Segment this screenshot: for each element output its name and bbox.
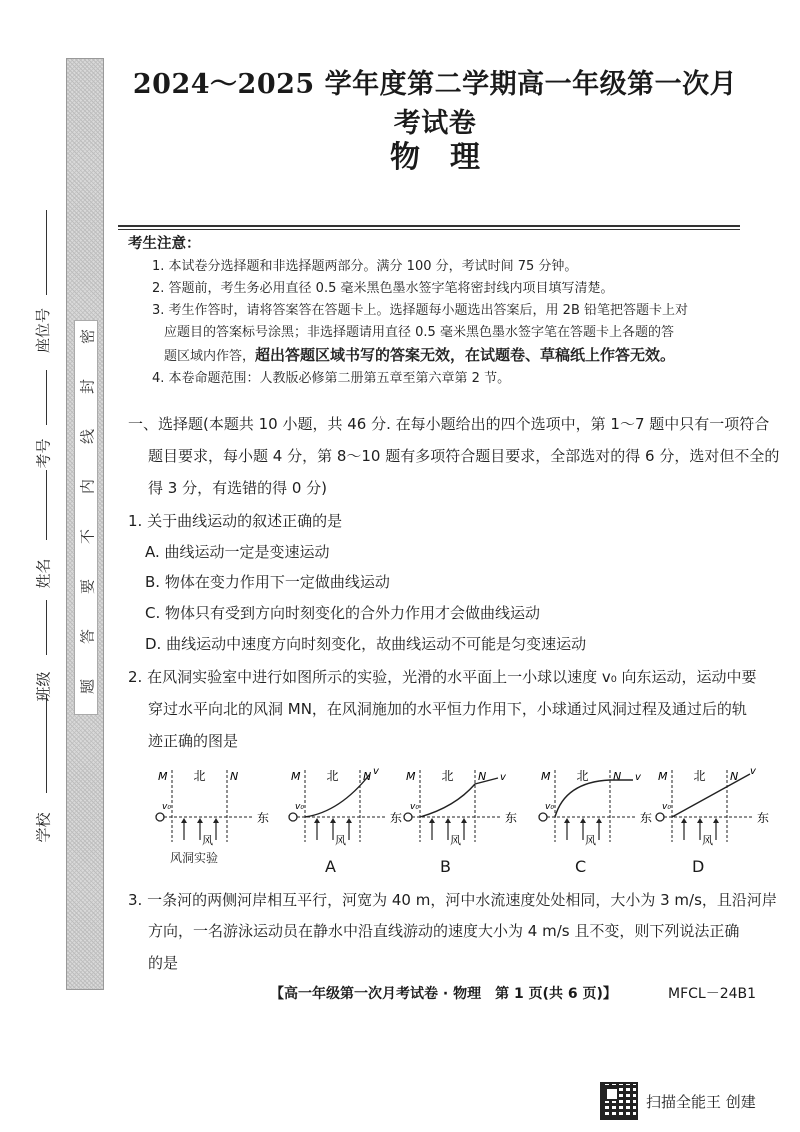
seal-char: 题	[78, 679, 97, 695]
class-label: 班级	[34, 671, 53, 702]
svg-text:v: v	[373, 766, 379, 777]
figure-panel-C	[535, 762, 660, 862]
qr-code-icon	[600, 1082, 638, 1120]
notice-heading: 考生注意：	[128, 236, 201, 252]
question-1-option: C. 物体只有受到方向时刻变化的合外力作用才会做曲线运动	[145, 604, 541, 622]
exam-number-label: 考号	[34, 438, 53, 469]
figure-caption: 风洞实验	[170, 851, 219, 865]
svg-text:v: v	[500, 772, 506, 783]
notice-item: 4. 本卷命题范围：人教版必修第二册第五章至第六章第 2 节。	[152, 371, 511, 386]
seal-char: 答	[78, 629, 97, 645]
figure-caption: A	[325, 857, 336, 876]
label-north: 北	[693, 769, 706, 783]
school-label: 学校	[34, 812, 53, 843]
figure-caption: C	[575, 857, 587, 876]
seal-column	[74, 320, 98, 715]
notice-item	[164, 344, 675, 368]
scanner-watermark	[600, 1082, 756, 1120]
page-footer: 【高一年级第一次月考试卷 · 物理 第 1 页(共 6 页)】	[270, 986, 617, 1002]
question-3-stem: 3. 一条河的两侧河岸相互平行，河宽为 40 m，河中水流速度处处相同，大小为 3 m/s，且沿河岸	[128, 891, 777, 909]
notice-item: 应题目的答案标号涂黑；非选择题请用直径 0.5 毫米黑色墨水签字笔在答题卡上各题的答	[164, 325, 674, 340]
question-1-option: D. 曲线运动中速度方向时刻变化，故曲线运动不可能是匀变速运动	[145, 635, 587, 653]
label-M: M	[158, 770, 168, 783]
exam-number-line	[46, 370, 47, 425]
figure-caption: D	[692, 857, 705, 876]
question-3-stem: 方向，一名游泳运动员在静水中沿直线游动的速度大小为 4 m/s 且不变，则下列说法正确	[148, 922, 740, 940]
label-east: 东	[640, 811, 653, 825]
watermark-text: 扫描全能王 创建	[646, 1092, 756, 1111]
label-M: M	[658, 770, 668, 783]
question-3-stem: 的是	[148, 954, 179, 972]
label-M: M	[291, 770, 301, 783]
name-line	[46, 470, 47, 540]
question-1-option: B. 物体在变力作用下一定做曲线运动	[145, 573, 390, 591]
seal-char: 线	[78, 429, 97, 445]
label-wind: 风	[335, 834, 346, 847]
figure-panel-A	[285, 762, 410, 862]
exam-title: 2024～2025 学年度第二学期高一年级第一次月考试卷	[132, 69, 738, 139]
label-v0: v₀	[295, 802, 304, 812]
seal-char: 密	[78, 329, 97, 345]
seat-number-label: 座位号	[34, 307, 53, 354]
seal-char: 不	[78, 529, 97, 545]
ball	[289, 813, 297, 821]
label-N: N	[478, 770, 487, 783]
seat-number-line	[46, 210, 47, 295]
ball	[404, 813, 412, 821]
label-east: 东	[390, 811, 403, 825]
notice-item: 3. 考生作答时，请将答案答在答题卡上。选择题每小题选出答案后，用 2B 铅笔把答题卡上对	[152, 303, 688, 318]
section-instructions: 一、选择题(本题共 10 小题，共 46 分. 在每小题给出的四个选项中，第 1～7 题中只有一项符合	[128, 415, 770, 433]
figure-panel-B	[400, 762, 525, 862]
label-wind: 风	[585, 834, 596, 847]
notice-emphasis: 超出答题区域书写的答案无效，在试题卷、草稿纸上作答无效。	[255, 346, 676, 364]
question-2-stem: 迹正确的图是	[148, 732, 239, 750]
ball	[539, 813, 547, 821]
label-N: N	[613, 770, 622, 783]
label-N: N	[363, 770, 372, 783]
question-2-stem: 穿过水平向北的风洞 MN，在风洞施加的水平恒力作用下，小球通过风洞过程及通过后的轨	[148, 700, 747, 718]
label-east: 东	[757, 811, 770, 825]
notice-item-text: 题区域内作答，	[164, 349, 256, 364]
svg-text:v: v	[750, 766, 756, 777]
label-north: 北	[441, 769, 454, 783]
label-v0: v₀	[662, 802, 671, 812]
seal-char: 内	[78, 479, 97, 495]
label-N: N	[230, 770, 239, 783]
figure-panel-D	[652, 762, 777, 862]
label-v0: v₀	[162, 802, 171, 812]
label-north: 北	[193, 769, 206, 783]
subject-title: 物理	[390, 140, 510, 175]
question-1-option: A. 曲线运动一定是变速运动	[145, 543, 330, 561]
question-1-stem: 1. 关于曲线运动的叙述正确的是	[128, 512, 343, 530]
notice-item: 1. 本试卷分选择题和非选择题两部分。满分 100 分，考试时间 75 分钟。	[152, 259, 578, 274]
header-rule	[118, 225, 740, 227]
label-wind: 风	[450, 834, 461, 847]
label-v0: v₀	[545, 802, 554, 812]
label-M: M	[406, 770, 416, 783]
label-wind: 风	[702, 834, 713, 847]
seal-char: 要	[78, 579, 97, 595]
header-rule-thin	[118, 229, 740, 230]
label-v0: v₀	[410, 802, 419, 812]
label-wind: 风	[202, 834, 213, 847]
label-east: 东	[257, 811, 270, 825]
figure-panel-setup	[152, 762, 277, 862]
school-line	[46, 695, 47, 793]
notice-item: 2. 答题前，考生务必用直径 0.5 毫米黑色墨水签字笔将密封线内项目填写清楚。	[152, 281, 614, 296]
label-east: 东	[505, 811, 518, 825]
section-instructions: 得 3 分，有选错的得 0 分)	[148, 479, 328, 497]
label-north: 北	[326, 769, 339, 783]
question-2-stem: 2. 在风洞实验室中进行如图所示的实验，光滑的水平面上一小球以速度 v₀ 向东运动，运动中要	[128, 668, 757, 686]
label-north: 北	[576, 769, 589, 783]
figure-caption: B	[440, 857, 451, 876]
label-M: M	[541, 770, 551, 783]
name-label: 姓名	[34, 558, 53, 589]
paper-code: MFCL－24B1	[668, 986, 757, 1002]
svg-text:v: v	[635, 772, 641, 783]
class-line	[46, 600, 47, 655]
section-instructions: 题目要求，每小题 4 分，第 8～10 题有多项符合题目要求，全部选对的得 6 分，选对但不全的	[148, 447, 780, 465]
ball	[656, 813, 664, 821]
ball	[156, 813, 164, 821]
label-N: N	[730, 770, 739, 783]
seal-char: 封	[78, 379, 97, 395]
